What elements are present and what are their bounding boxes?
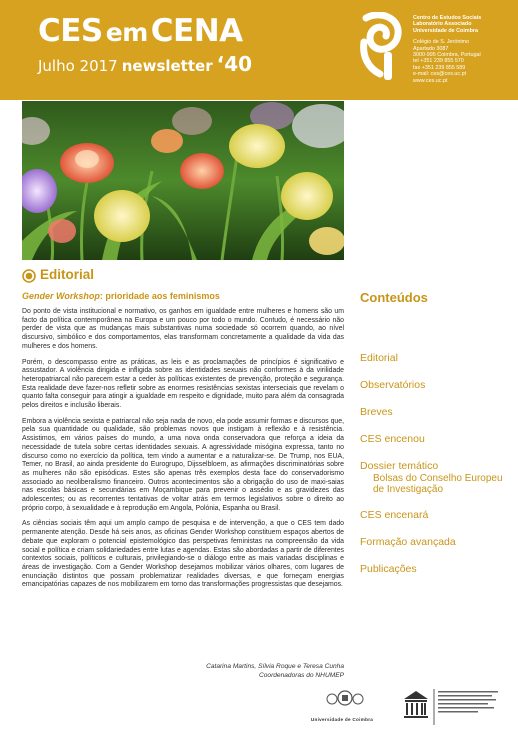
toc-item-breves[interactable]: Breves <box>360 406 393 418</box>
university-coimbra-logo-icon <box>310 685 380 729</box>
editorial-paragraph: As ciências sociais têm aqui um amplo campo de pesquisa e de intervenção, a que o CES tem dado permanente atenção. Desde há seis anos, as oficinas Gender Workshop constituem espaços abertos de debate que exploram o potencial epistemológico das perspetivas feministas na compreensão da vida social e política e criam solidariedades entre lutas e agendas. Estas são abordadas a partir de diferentes contextos sociais, políticos e culturais, privilegiando-se o diálogo entre as mais variadas disciplinas e áreas de investigação. Com a Gender Workshop desejamos mobilizar vários olhares, com lugares de enunciação distintos que possam problematizar realidades diversas, e que forneçam energias emancipatórias capazes de nos mobilizarem em torno das transformações progressistas que desejamos. <box>22 520 344 589</box>
toc-item-observatorios[interactable]: Observatórios <box>360 379 426 391</box>
editorial-title: Editorial <box>40 267 95 282</box>
edition-label: newsletter <box>121 57 213 75</box>
toc-item-publicacoes[interactable]: Publicações <box>360 563 417 575</box>
org-website[interactable]: www.ces.uc.pt <box>413 77 448 84</box>
editorial-heading <box>22 268 342 286</box>
unesco-logo-icon <box>400 685 510 729</box>
toc-item-dossier-label: Dossier temático <box>360 460 439 472</box>
brand-ces: CES <box>38 13 103 49</box>
org-address <box>413 15 513 84</box>
contents-list <box>360 352 510 576</box>
contents-title: Conteúdos <box>360 290 428 305</box>
bullet-circle-icon <box>22 269 36 283</box>
org-line: Universidade de Coimbra <box>413 27 479 34</box>
toc-subitem-bolsas[interactable]: Bolsas do Conselho Europeu de Investigação <box>373 473 503 495</box>
edition-date: Julho 2017 <box>38 57 118 75</box>
org-line: fax +351 239 855 589 <box>413 64 466 71</box>
newsletter-brand <box>38 13 243 49</box>
org-line: Colégio de S. Jerónimo <box>413 39 470 46</box>
org-email[interactable]: e-mail: ces@ces.uc.pt <box>413 71 467 78</box>
editorial-signature <box>150 663 344 680</box>
edition-line <box>38 52 252 76</box>
tulips-photo <box>22 101 344 260</box>
editorial-body <box>22 308 344 597</box>
org-line: Centro de Estudos Sociais <box>413 15 482 21</box>
uc-name: Universidade de Coimbra <box>310 717 374 722</box>
contents-sidebar <box>360 290 510 590</box>
org-line: Laboratório Associado <box>413 21 472 28</box>
signature-role: Coordenadoras do NHUMEP <box>258 671 344 679</box>
signature-names: Catarina Martins, Sílvia Roque e Teresa Cunha <box>206 663 344 670</box>
editorial-subtitle-rest: : prioridade aos feminismos <box>99 291 220 301</box>
editorial-paragraph: Do ponto de vista institucional e normativo, os ganhos em igualdade entre mulheres e homens são um facto da política contemporânea na Europa e um pouco por todo o mundo. Contudo, é necessário não perder de vista que as mudanças mais substantivas numa sociedade só ocorrem quando, ao nível discursivo, simbólico e dos comportamentos, elas transformam concretamente a qualidade da vida das mulheres e dos homens. <box>22 308 344 350</box>
org-line: tel +351 239 855 570 <box>413 58 464 65</box>
editorial-paragraph: Embora a violência sexista e patriarcal não seja nada de novo, ela pode assumir formas e discursos que, pela sua quantidade ou qualidade, são problemas novos que instigam à reflexão e à resistência. Assistimos, em vários países do mundo, a uma nova onda conservadora que reforça a ideia da necessidade de tutela sobre certas identidades sexuais. A agressividade misógina expressa, tanto no discurso como no exercício da política, tem vindo a aumentar e a naturalizar-se. De Trump, nos EUA, Temer, no Brasil, ao ainda presidente do Eurogrupo, Dijsselbloem, as afirmações discriminatórias sobre as mulheres não são episódicas. Estes são apenas três exemplos desta face do conservadorismo associado ao neoliberalismo financeiro. Outros acontecimentos são a obrigação do uso de maxi-saias nas escolas básicas e secundárias em Moçambique para prevenir o assédio e as gravidezes das adolescentes; ou as recorrentes tentativas de voltar atrás em termos legislativos sobre o direito ao próprio corpo, à sexualidade e à reprodução em Angola, Polónia, Espanha ou Brasil. <box>22 417 344 512</box>
ces-logo-icon <box>358 12 404 84</box>
org-line: 3000-995 Coimbra, Portugal <box>413 52 481 59</box>
header-band <box>0 0 518 100</box>
editorial-subtitle <box>22 291 220 301</box>
footer-logos <box>300 685 510 729</box>
toc-item-dossier[interactable] <box>360 460 510 495</box>
toc-item-ces-encenou[interactable]: CES encenou <box>360 433 425 445</box>
toc-item-formacao[interactable]: Formação avançada <box>360 536 456 548</box>
edition-number: ‘40 <box>216 52 253 76</box>
org-line: Apartado 3087 <box>413 45 449 52</box>
brand-cena: CENA <box>150 13 243 49</box>
editorial-subtitle-italic: Gender Workshop <box>22 291 100 301</box>
toc-item-ces-encenara[interactable]: CES encenará <box>360 509 429 521</box>
toc-item-editorial[interactable]: Editorial <box>360 352 398 364</box>
brand-em: em <box>105 18 148 47</box>
editorial-paragraph: Porém, o descompasso entre as práticas, as leis e as proclamações de princípios é significativo e assustador. A violência dirigida e infligida sobre as identidades sexuais não conformes à da virilidade heteropatriarcal não parecem estar a ceder às políticas existentes de prevenção, proteção e segurança. Esta realidade deve fazer-nos refletir sobre as enormes resistências sexistas interseciais que revelam o quanto falta conseguir para atingir a igualdade em respeito e dignidade, muito para além da consagrada pelos direitos e inclusão liberais. <box>22 358 344 410</box>
